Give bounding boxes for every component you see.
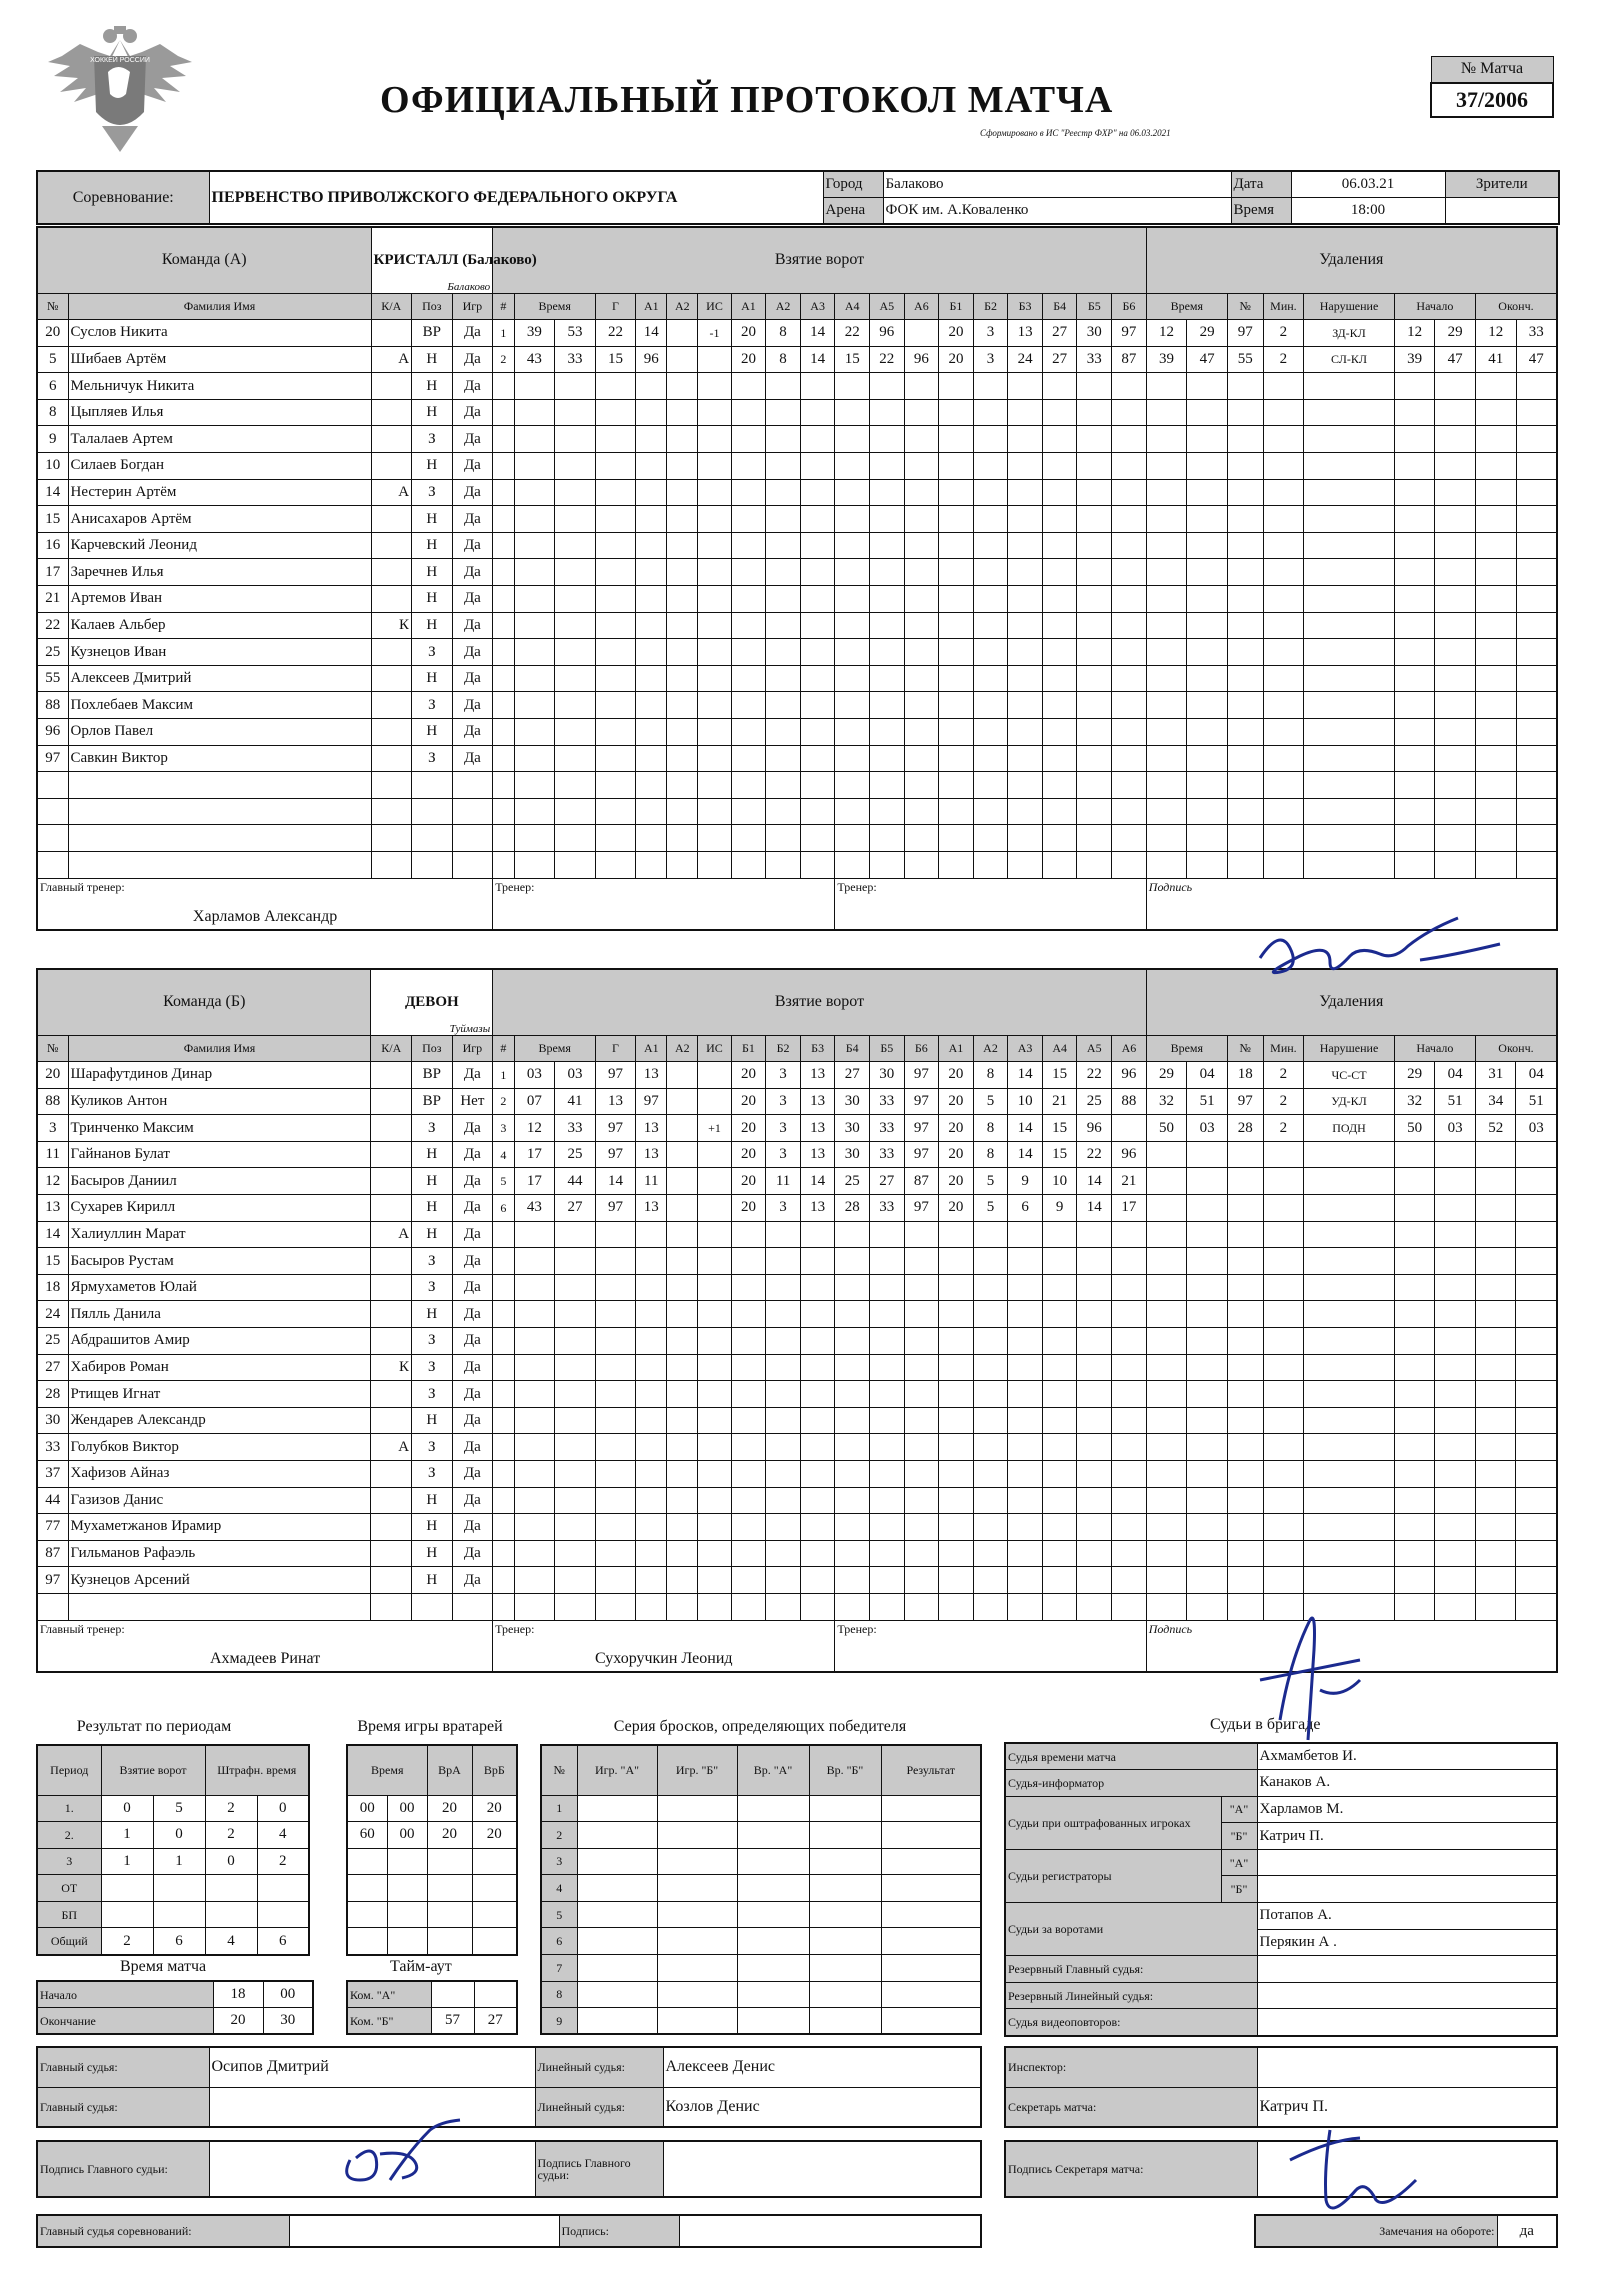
player-row: 33 Голубков Виктор А З Да bbox=[37, 1434, 1557, 1461]
player-row: 24 Пялль Данила Н Да bbox=[37, 1301, 1557, 1328]
player-row: 3 Тринченко Максим З Да 3 12 33 97 13 +1 20 3 13 30 33 97 20 8 14 15 96 50 03 28 2 ПОДН 50 03 52 03 bbox=[37, 1115, 1557, 1142]
player-row: 15 Басыров Рустам З Да bbox=[37, 1248, 1557, 1275]
periods-table: Период Взятие ворот Штрафн. время 1. 0 5 2 0 2. 1 0 2 4 3 1 1 0 2 ОТ БП Общий 2 6 4 6 bbox=[36, 1744, 310, 1956]
player-row: 30 Жендарев Александр Н Да bbox=[37, 1407, 1557, 1434]
player-row: 87 Гильманов Рафаэль Н Да bbox=[37, 1540, 1557, 1567]
shootout-row: 5 bbox=[541, 1901, 981, 1928]
shootout-row: 8 bbox=[541, 1981, 981, 2008]
shootout-row: 2 bbox=[541, 1822, 981, 1849]
period-row: 2. 1 0 2 4 bbox=[37, 1822, 309, 1849]
shootout-row: 4 bbox=[541, 1875, 981, 1902]
goalie-row bbox=[347, 1901, 517, 1928]
shootout-row: 7 bbox=[541, 1955, 981, 1982]
player-row: 9 Талалаев Артем З Да bbox=[37, 426, 1557, 453]
player-row bbox=[37, 851, 1557, 878]
player-row: 28 Ртищев Игнат З Да bbox=[37, 1381, 1557, 1408]
match-info: Соревнование: ПЕРВЕНСТВО ПРИВОЛЖСКОГО ФЕДЕРАЛЬНОГО ОКРУГА Город Балаково Дата 06.03.21 Зрители Арена ФОК им. А.Коваленко Время 18:00 bbox=[36, 170, 1560, 225]
player-row: 16 Карчевский Леонид Н Да bbox=[37, 532, 1557, 559]
period-row: БП bbox=[37, 1901, 309, 1928]
shootout-row: 3 bbox=[541, 1848, 981, 1875]
arena: ФОК им. А.Коваленко bbox=[883, 198, 1231, 225]
player-row: 17 Заречнев Илья Н Да bbox=[37, 559, 1557, 586]
player-row: 10 Силаев Богдан Н Да bbox=[37, 453, 1557, 480]
player-row: 77 Мухаметжанов Ирамир Н Да bbox=[37, 1514, 1557, 1541]
signature-coach-a bbox=[1250, 910, 1520, 1000]
player-row: 97 Савкин Виктор З Да bbox=[37, 745, 1557, 772]
goalies-title: Время игры вратарей bbox=[357, 1718, 503, 1735]
player-row: 37 Хафизов Айназ З Да bbox=[37, 1461, 1557, 1488]
period-row: 1. 0 5 2 0 bbox=[37, 1795, 309, 1822]
player-row: 15 Анисахаров Артём Н Да bbox=[37, 506, 1557, 533]
player-row: 18 Ярмухаметов Юлай З Да bbox=[37, 1274, 1557, 1301]
goalie-row bbox=[347, 1875, 517, 1902]
player-row: 22 Калаев Альбер К Н Да bbox=[37, 612, 1557, 639]
player-row bbox=[37, 825, 1557, 852]
team-label: Команда (Б) bbox=[37, 969, 371, 1035]
goalies-table: Время ВрА ВрБ 00 00 20 20 60 00 20 20 bbox=[346, 1744, 518, 1956]
player-row bbox=[37, 798, 1557, 825]
match-number-box: № Матча 37/2006 bbox=[1430, 56, 1554, 118]
competition: ПЕРВЕНСТВО ПРИВОЛЖСКОГО ФЕДЕРАЛЬНОГО ОКРУГА bbox=[209, 171, 823, 224]
shootout-table: № Игр. "А" Игр. "Б" Вр. "А" Вр. "Б" Результат 1 2 3 4 5 6 7 8 9 bbox=[540, 1744, 982, 2035]
document-title: ОФИЦИАЛЬНЫЙ ПРОТОКОЛ МАТЧА bbox=[380, 79, 1114, 121]
period-row: ОТ bbox=[37, 1875, 309, 1902]
shootout-row: 6 bbox=[541, 1928, 981, 1955]
team-label: Команда (А) bbox=[37, 227, 371, 293]
timeout-table: Ком. "А" Ком. "Б" 57 27 bbox=[346, 1980, 518, 2035]
officials-right: Инспектор: Секретарь матча: Катрич П. bbox=[1004, 2046, 1558, 2128]
team-name: КРИСТАЛЛ (Балаково) Балаково bbox=[371, 227, 493, 293]
match-time-table: Начало 18 00 Окончание 20 30 bbox=[36, 1980, 314, 2035]
shootout-title: Серия бросков, определяющих победителя bbox=[613, 1718, 907, 1735]
team-name: ДЕВОН Туймазы bbox=[371, 969, 493, 1035]
fhr-logo bbox=[40, 22, 200, 162]
player-row: 25 Абдрашитов Амир З Да bbox=[37, 1328, 1557, 1355]
signature-coach-b bbox=[1240, 1600, 1400, 1750]
teamB-table: Команда (Б) ДЕВОН Туймазы Взятие ворот Удаления № Фамилия Имя К/А Поз Игр # Время Г А1 А2 ИС Б1 Б2 Б3 Б4 Б5 Б6 А1 А2 А3 А4 А5 А6 Время № Мин. Нарушение Начало Оконч. 20 Шарафутдинов Динар ВР Да 1 03 03 97 13 20 3 13 27 30 97 20 8 14 15 22 96 29 04 18 2 ЧС-СТ 29 04 31 04 88 Куликов Антон ВР Нет 2 07 41 13 97 20 3 13 30 33 97 20 5 10 21 25 88 32 51 97 2 УД-КЛ 32 51 34 51 3 Тринченко Максим З Да 3 12 33 97 13 +1 20 3 13 30 33 97 20 8 14 15 96 50 03 28 2 ПОДН 50 03 52 03 11 Гайнанов Булат Н Да 4 17 25 97 13 20 3 13 30 33 97 20 8 14 15 22 96 12 Басыров Даниил Н Да 5 17 44 14 11 20 11 14 25 27 87 20 5 9 10 14 21 13 Сухарев Кирилл Н Да 6 43 27 97 13 20 3 13 28 33 97 20 5 6 9 14 17 14 Халиуллин Марат А Н Да 15 Басыров Рустам З Да 18 Ярмухаметов Юлай З Да 24 Пялль Данила Н Да 25 Абдрашитов Амир З Да 27 Хабиров Роман К З Да 28 Ртищев Игнат З Да 30 Жендарев Александр Н Да 33 Голубков Виктор А З Да 37 Хафизов Айназ З Да 44 Газизов Данис Н Да 77 Мухаметжанов Ирамир Н Да 87 Гильманов Рафаэль Н Да 97 Кузнецов Арсений Н Да Главный тренер: Ахмадеев Ринат Тренер: Сухоручкин Леонид Тренер: Подпись bbox=[36, 968, 1558, 1673]
shootout-row: 1 bbox=[541, 1795, 981, 1822]
city: Балаково bbox=[883, 171, 1231, 198]
signature-referee bbox=[320, 2120, 480, 2200]
signatures-table: Подпись Главного судьи: Подпись Главного судьи: bbox=[36, 2140, 982, 2198]
brigade-table: Судья времени матча Ахмамбетов И. Судья-информатор Канаков А. Судьи при оштрафованных игроках "А" Харламов М. "Б" Катрич П. Судьи регистраторы "А" "Б" Судьи за воротами Потапов А. Перякин А . Резервный Главный судья: Резервный Линейный судья: Судья видеоповторов: bbox=[1004, 1742, 1558, 2037]
player-row: 97 Кузнецов Арсений Н Да bbox=[37, 1567, 1557, 1594]
player-row: 6 Мельничук Никита Н Да bbox=[37, 373, 1557, 400]
officials-table: Главный судья: Осипов Дмитрий Линейный судья: Алексеев Денис Главный судья: Линейный судья: Козлов Денис bbox=[36, 2046, 982, 2128]
brigade-title: Судьи в бригаде bbox=[1210, 1716, 1321, 1733]
period-row: 3 1 1 0 2 bbox=[37, 1848, 309, 1875]
time: 18:00 bbox=[1291, 198, 1445, 225]
match-time-title: Время матча bbox=[120, 1958, 207, 1975]
player-row: 11 Гайнанов Булат Н Да 4 17 25 97 13 20 3 13 30 33 97 20 8 14 15 22 96 bbox=[37, 1141, 1557, 1168]
player-row: 21 Артемов Иван Н Да bbox=[37, 586, 1557, 613]
timeout-title: Тайм-аут bbox=[390, 1958, 452, 1975]
player-row: 88 Похлебаев Максим З Да bbox=[37, 692, 1557, 719]
generated-note: Сформировано в ИС "Реестр ФХР" на 06.03.2021 bbox=[980, 128, 1171, 138]
player-row: 14 Нестерин Артём А З Да bbox=[37, 479, 1557, 506]
player-row: 20 Суслов Никита ВР Да 1 39 53 22 14 -1 20 8 14 22 96 20 3 13 27 30 97 12 29 97 2 ЗД-КЛ 12 29 12 33 bbox=[37, 320, 1557, 347]
teamA-table: Команда (А) КРИСТАЛЛ (Балаково) Балаково Взятие ворот Удаления № Фамилия Имя К/А Поз Игр # Время Г А1 А2 ИС А1 А2 А3 А4 А5 А6 Б1 Б2 Б3 Б4 Б5 Б6 Время № Мин. Нарушение Начало Оконч. 20 Суслов Никита ВР Да 1 39 53 22 14 -1 20 8 14 22 96 20 3 13 27 30 97 12 29 97 2 ЗД-КЛ 12 29 12 33 5 Шибаев Артём А Н Да 2 43 33 15 96 20 8 14 15 22 96 20 3 24 27 33 87 39 47 55 2 СЛ-КЛ 39 47 41 47 6 Мельничук Никита Н Да 8 Цыпляев Илья Н Да 9 Талалаев Артем З Да 10 Силаев Богдан Н Да 14 Нестерин Артём А З Да 15 Анисахаров Артём Н Да 16 Карчевский Леонид Н Да 17 Заречнев Илья Н Да 21 Артемов Иван Н Да 22 Калаев Альбер К Н Да 25 Кузнецов Иван З Да 55 Алексеев Дмитрий Н Да 88 Похлебаев Максим З Да 96 Орлов Павел Н Да 97 Савкин Виктор З Да Главный тренер: Харламов Александр Тренер: Тренер: Подпись bbox=[36, 226, 1558, 931]
player-row: 96 Орлов Павел Н Да bbox=[37, 719, 1557, 746]
player-row: 44 Газизов Данис Н Да bbox=[37, 1487, 1557, 1514]
periods-title: Результат по периодам bbox=[76, 1718, 232, 1735]
remarks-table: Замечания на обороте: да bbox=[1254, 2214, 1558, 2248]
player-row bbox=[37, 772, 1557, 799]
head-coach: Ахмадеев Ринат bbox=[209, 1650, 321, 1668]
player-row: 20 Шарафутдинов Динар ВР Да 1 03 03 97 13 20 3 13 27 30 97 20 8 14 15 22 96 29 04 18 2 ЧС-СТ 29 04 31 04 bbox=[37, 1062, 1557, 1089]
footer-table: Главный судья соревнований: Подпись: bbox=[36, 2214, 982, 2248]
player-row: 8 Цыпляев Илья Н Да bbox=[37, 399, 1557, 426]
player-row: 27 Хабиров Роман К З Да bbox=[37, 1354, 1557, 1381]
signature-secretary bbox=[1270, 2120, 1470, 2220]
shootout-row: 9 bbox=[541, 2008, 981, 2035]
head-coach: Харламов Александр bbox=[192, 908, 338, 926]
goalie-row: 00 00 20 20 bbox=[347, 1795, 517, 1822]
player-row: 14 Халиуллин Марат А Н Да bbox=[37, 1221, 1557, 1248]
player-row: 12 Басыров Даниил Н Да 5 17 44 14 11 20 11 14 25 27 87 20 5 9 10 14 21 bbox=[37, 1168, 1557, 1195]
period-row: Общий 2 6 4 6 bbox=[37, 1928, 309, 1955]
svg-text:ХОККЕЙ РОССИИ: ХОККЕЙ РОССИИ bbox=[90, 57, 150, 64]
player-row: 25 Кузнецов Иван З Да bbox=[37, 639, 1557, 666]
player-row: 88 Куликов Антон ВР Нет 2 07 41 13 97 20 3 13 30 33 97 20 5 10 21 25 88 32 51 97 2 УД-КЛ 32 51 34 51 bbox=[37, 1088, 1557, 1115]
goalie-row bbox=[347, 1848, 517, 1875]
player-row: 55 Алексеев Дмитрий Н Да bbox=[37, 665, 1557, 692]
goalie-row: 60 00 20 20 bbox=[347, 1822, 517, 1849]
secretary-signature: Подпись Секретаря матча: bbox=[1004, 2140, 1558, 2198]
player-row: 13 Сухарев Кирилл Н Да 6 43 27 97 13 20 3 13 28 33 97 20 5 6 9 14 17 bbox=[37, 1195, 1557, 1222]
goalie-row bbox=[347, 1928, 517, 1955]
player-row: 5 Шибаев Артём А Н Да 2 43 33 15 96 20 8 14 15 22 96 20 3 24 27 33 87 39 47 55 2 СЛ-КЛ 39 47 41 47 bbox=[37, 346, 1557, 373]
date: 06.03.21 bbox=[1291, 171, 1445, 198]
